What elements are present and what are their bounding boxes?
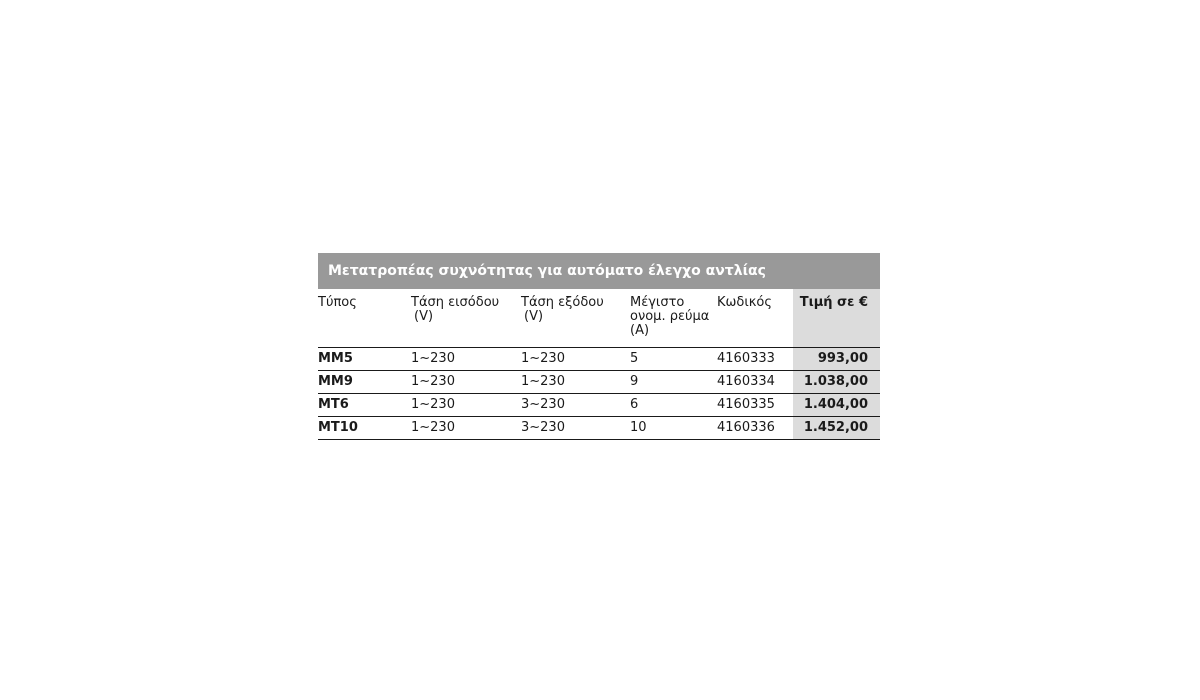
cell-output-voltage: 3~230 <box>521 417 630 440</box>
table-row <box>318 348 880 371</box>
cell-type: MT10 <box>318 417 411 440</box>
header-output-voltage <box>521 289 630 348</box>
table-row <box>318 394 880 417</box>
cell-price: 1.038,00 <box>793 371 880 394</box>
cell-max-current: 10 <box>630 417 717 440</box>
cell-price: 1.404,00 <box>793 394 880 417</box>
table-header <box>318 289 880 348</box>
header-max-current <box>630 289 717 348</box>
cell-max-current: 6 <box>630 394 717 417</box>
header-output-voltage-unit: (V) <box>524 309 544 324</box>
cell-code: 4160334 <box>717 371 793 394</box>
cell-input-voltage: 1~230 <box>411 371 521 394</box>
cell-price: 993,00 <box>793 348 880 371</box>
cell-max-current: 5 <box>630 348 717 371</box>
header-code-label: Κωδικός <box>717 295 773 310</box>
header-type-label: Τύπος <box>318 295 357 310</box>
header-max-current-line2: ονομ. ρεύμα <box>630 309 710 324</box>
cell-type: MM5 <box>318 348 411 371</box>
cell-code: 4160335 <box>717 394 793 417</box>
header-input-voltage <box>411 289 521 348</box>
cell-type: MM9 <box>318 371 411 394</box>
cell-price: 1.452,00 <box>793 417 880 440</box>
table-body <box>318 348 880 440</box>
cell-output-voltage: 1~230 <box>521 371 630 394</box>
header-max-current-unit: (A) <box>630 323 650 338</box>
header-output-voltage-label: Τάση εξόδου <box>521 295 604 310</box>
cell-type: MT6 <box>318 394 411 417</box>
header-code <box>717 289 793 348</box>
cell-output-voltage: 3~230 <box>521 394 630 417</box>
table-row <box>318 371 880 394</box>
header-max-current-line1: Μέγιστο <box>630 295 685 310</box>
price-table <box>318 253 880 440</box>
table-row <box>318 417 880 440</box>
cell-input-voltage: 1~230 <box>411 394 521 417</box>
header-row <box>318 289 880 348</box>
header-type <box>318 289 411 348</box>
cell-output-voltage: 1~230 <box>521 348 630 371</box>
cell-max-current: 9 <box>630 371 717 394</box>
header-input-voltage-unit: (V) <box>414 309 434 324</box>
cell-code: 4160336 <box>717 417 793 440</box>
cell-input-voltage: 1~230 <box>411 348 521 371</box>
table-title: Μετατροπέας συχνότητας για αυτόματο έλεγχο αντλίας <box>318 253 880 289</box>
cell-input-voltage: 1~230 <box>411 417 521 440</box>
header-price <box>793 289 880 348</box>
header-price-label: Τιμή σε € <box>799 295 868 310</box>
product-table <box>318 289 880 440</box>
header-input-voltage-label: Τάση εισόδου <box>411 295 500 310</box>
cell-code: 4160333 <box>717 348 793 371</box>
